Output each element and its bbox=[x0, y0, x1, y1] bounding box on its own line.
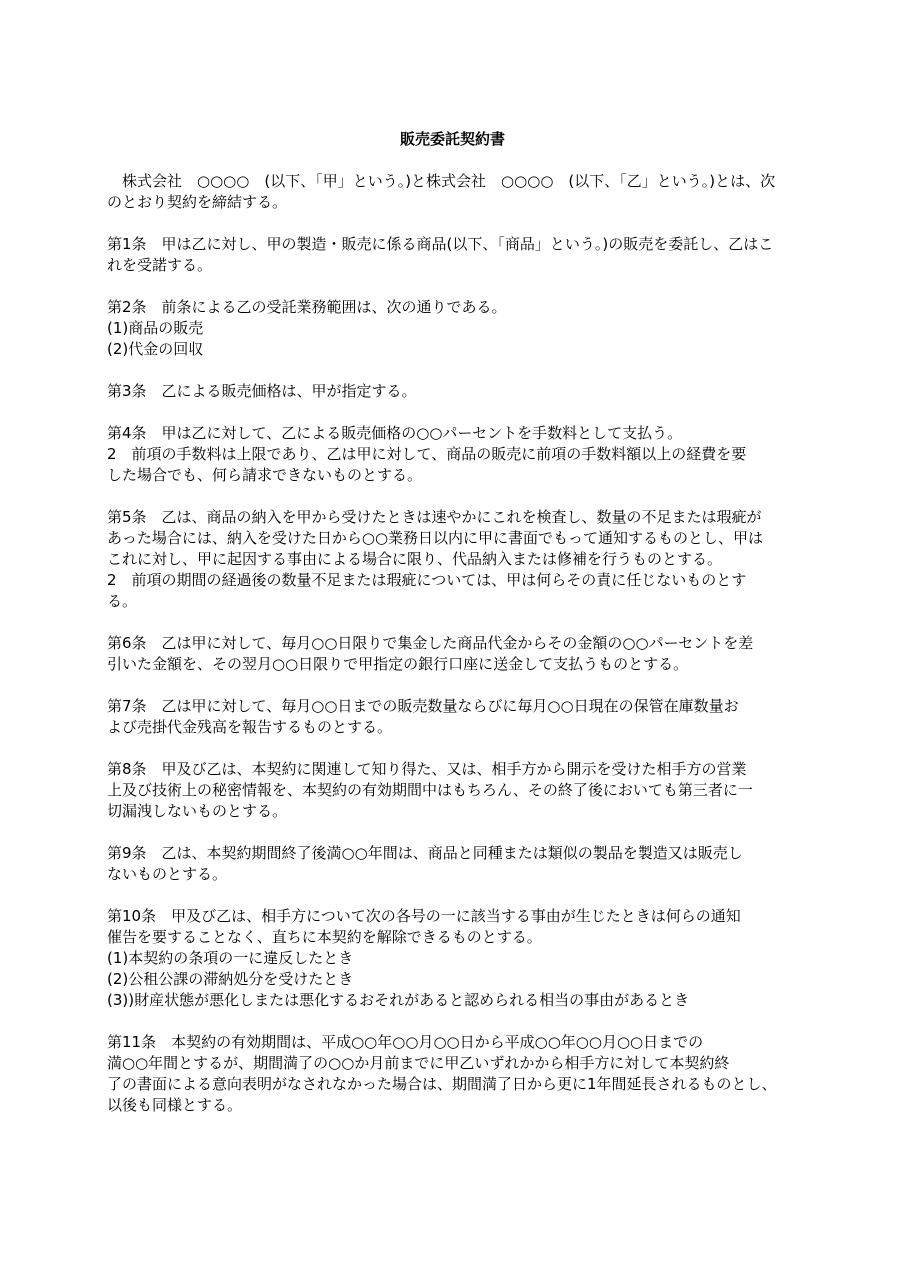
paragraph-line: (2)代金の回収 bbox=[107, 340, 204, 358]
paragraph-line: 第8条 甲及び乙は、本契約に関連して知り得た、又は、相手方から開示を受けた相手方の営業 bbox=[107, 760, 747, 778]
paragraph-line: 株式会社 ○○○○ (以下、「甲」という。)と株式会社 ○○○○ (以下、「乙」という。)とは、次 bbox=[107, 172, 776, 190]
paragraph-line: 了の書面による意向表明がなされなかった場合は、期間満了日から更に1年間延長されるものとし、 bbox=[107, 1075, 777, 1093]
paragraph-line: 第3条 乙による販売価格は、甲が指定する。 bbox=[107, 382, 417, 400]
paragraph-line: ないものとする。 bbox=[107, 865, 228, 883]
article-paragraph bbox=[107, 381, 807, 402]
paragraph-line: 催告を要することなく、直ちに本契約を解除できるものとする。 bbox=[107, 928, 542, 946]
paragraph-line: 引いた金額を、その翌月○○日限りで甲指定の銀行口座に送金して支払うものとする。 bbox=[107, 655, 689, 673]
article-paragraph bbox=[107, 1032, 807, 1116]
paragraph-line: これに対し、甲に起因する事由による場合に限り、代品納入または修補を行うものとする。 bbox=[107, 550, 723, 568]
paragraph-line: 2 前項の手数料は上限であり、乙は甲に対して、商品の販売に前項の手数料額以上の経費を要 bbox=[107, 445, 747, 463]
paragraph-line: 第10条 甲及び乙は、相手方について次の各号の一に該当する事由が生じたときは何らの通知 bbox=[107, 907, 741, 925]
paragraph-line: る。 bbox=[107, 592, 138, 610]
document-body bbox=[107, 171, 807, 1137]
paragraph-line: よび売掛代金残高を報告するものとする。 bbox=[107, 718, 393, 736]
article-paragraph bbox=[107, 759, 807, 822]
paragraph-line: 切漏洩しないものとする。 bbox=[107, 802, 288, 820]
paragraph-line: 上及び技術上の秘密情報を、本契約の有効期間中はもちろん、その終了後においても第三者に一 bbox=[107, 781, 753, 799]
paragraph-line: 第4条 甲は乙に対して、乙による販売価格の○○パーセントを手数料として支払う。 bbox=[107, 424, 683, 442]
article-paragraph bbox=[107, 906, 807, 1011]
article-paragraph bbox=[107, 633, 807, 675]
paragraph-line: 第5条 乙は、商品の納入を甲から受けたときは速やかにこれを検査し、数量の不足または瑕疵が bbox=[107, 508, 762, 526]
paragraph-line: のとおり契約を締結する。 bbox=[107, 193, 288, 211]
paragraph-line: 第7条 乙は甲に対して、毎月○○日までの販売数量ならびに毎月○○日現在の保管在庫数量お bbox=[107, 697, 739, 715]
paragraph-line: 第6条 乙は甲に対して、毎月○○日限りで集金した商品代金からその金額の○○パーセントを差 bbox=[107, 634, 754, 652]
paragraph-line: (3))財産状態が悪化しまたは悪化するおそれがあると認められる相当の事由があるとき bbox=[107, 991, 690, 1009]
article-paragraph bbox=[107, 696, 807, 738]
paragraph-line: (2)公租公課の滞納処分を受けたとき bbox=[107, 970, 354, 988]
document-title: 販売委託契約書 bbox=[399, 130, 505, 148]
paragraph-line: (1)商品の販売 bbox=[107, 319, 204, 337]
paragraph-line: (1)本契約の条項の一に違反したとき bbox=[107, 949, 354, 967]
paragraph-line: 第1条 甲は乙に対し、甲の製造・販売に係る商品(以下、「商品」という。)の販売を委託し、乙はこ bbox=[107, 235, 774, 253]
paragraph-line: 第11条 本契約の有効期間は、平成○○年○○月○○日から平成○○年○○月○○日までの bbox=[107, 1033, 704, 1051]
article-paragraph bbox=[107, 297, 807, 360]
paragraph-line: 第9条 乙は、本契約期間終了後満○○年間は、商品と同種または類似の製品を製造又は販売し bbox=[107, 844, 743, 862]
paragraph-line: あった場合には、納入を受けた日から○○業務日以内に甲に書面でもって通知するものとし、甲は bbox=[107, 529, 764, 547]
paragraph-line: した場合でも、何ら請求できないものとする。 bbox=[107, 466, 423, 484]
paragraph-line: 第2条 前条による乙の受託業務範囲は、次の通りである。 bbox=[107, 298, 507, 316]
paragraph-line: 2 前項の期間の経過後の数量不足または瑕疵については、甲は何らその責に任じないものとす bbox=[107, 571, 747, 589]
article-paragraph bbox=[107, 234, 807, 276]
article-paragraph bbox=[107, 423, 807, 486]
paragraph-line: れを受諾する。 bbox=[107, 256, 213, 274]
article-paragraph bbox=[107, 843, 807, 885]
article-paragraph bbox=[107, 507, 807, 612]
paragraph-line: 以後も同様とする。 bbox=[107, 1096, 243, 1114]
article-paragraph bbox=[107, 171, 807, 213]
paragraph-line: 満○○年間とするが、期間満了の○○か月前までに甲乙いずれかから相手方に対して本契約終 bbox=[107, 1054, 730, 1072]
